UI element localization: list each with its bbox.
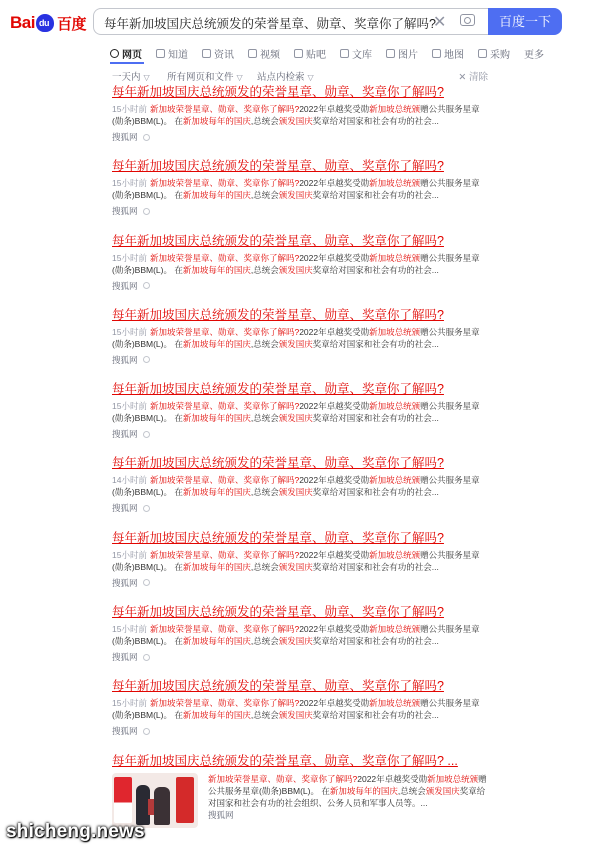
snippet-highlight: 新加坡荣誉星章、勋章、奖章你了解吗?	[149, 326, 300, 337]
snippet-highlight: 新加坡总统颁	[369, 698, 421, 709]
snippet-highlight: 新加坡每年的国庆	[182, 190, 251, 201]
tab-label: 知道	[168, 49, 188, 61]
source-name[interactable]: 搜狐网	[112, 354, 138, 365]
result-title-link[interactable]: 每年新加坡国庆总统颁发的荣誉星章、勋章、奖章你了解吗?	[112, 530, 444, 545]
result-title-link[interactable]: 每年新加坡国庆总统颁发的荣誉星章、勋章、奖章你了解吗?	[112, 605, 444, 620]
snippet-text: ,总统会	[250, 487, 279, 498]
shield-icon[interactable]	[143, 208, 150, 215]
tab-web[interactable]	[110, 42, 142, 64]
tab-label: 更多	[524, 49, 544, 61]
snippet-highlight: 颁发国庆	[278, 116, 313, 126]
snippet-highlight: 新加坡总统颁	[369, 475, 421, 486]
result-source	[112, 354, 490, 366]
snippet-text: 奖章给对国家和社会有功的社会...	[312, 561, 439, 572]
tab-zhidao[interactable]	[156, 42, 188, 64]
snippet-text: 赠公共服务星章(勋条)BBM(L)。 在	[208, 773, 487, 796]
video-icon	[248, 49, 257, 58]
map-icon	[432, 49, 441, 58]
tieba-icon	[294, 49, 303, 58]
snippet-highlight: 颁发国庆	[278, 338, 313, 349]
snippet-text: ,总统会	[397, 785, 426, 796]
snippet-highlight: 新加坡每年的国庆	[182, 264, 251, 275]
snippet-text: 奖章给对国家和社会有功的社会...	[312, 116, 439, 126]
camera-icon[interactable]	[460, 14, 475, 26]
tab-label: 采购	[490, 49, 510, 61]
news-icon	[202, 49, 211, 58]
search-result	[112, 233, 490, 307]
shield-icon[interactable]	[143, 728, 150, 735]
result-title-link[interactable]: 每年新加坡国庆总统颁发的荣誉星章、勋章、奖章你了解吗?	[112, 85, 444, 99]
site-filter[interactable]	[257, 69, 314, 83]
search-result	[112, 455, 490, 529]
snippet-text: 赠公共服务星章(勋条)BBM(L)。 在	[112, 549, 480, 572]
search-result	[112, 381, 490, 455]
snippet-highlight: 新加坡荣誉星章、勋章、奖章你了解吗?	[149, 252, 300, 263]
purchase-icon	[478, 49, 487, 58]
watermark: shicheng.news	[6, 821, 145, 842]
search-result	[112, 307, 490, 381]
source-name[interactable]: 搜狐网	[112, 280, 138, 291]
result-time: 15小时前	[112, 326, 147, 337]
chevron-down-icon: ▽	[143, 73, 150, 82]
wenku-icon	[340, 49, 349, 58]
snippet-highlight: 新加坡每年的国庆	[182, 116, 251, 126]
result-source	[112, 502, 490, 514]
search-result	[112, 84, 490, 158]
source-name[interactable]: 搜狐网	[112, 577, 138, 588]
result-source	[112, 577, 490, 589]
snippet-highlight: 新加坡每年的国庆	[182, 710, 251, 721]
chevron-down-icon: ▽	[236, 73, 243, 82]
snippet-highlight: 新加坡每年的国庆	[182, 338, 251, 349]
search-result	[112, 678, 490, 752]
snippet-text: ,总统会	[250, 338, 279, 349]
result-time: 15小时前	[112, 624, 147, 635]
tab-label: 地图	[444, 49, 464, 61]
result-source	[112, 651, 490, 663]
snippet-text: ,总统会	[250, 710, 279, 721]
snippet-highlight: 新加坡每年的国庆	[182, 636, 251, 647]
result-source	[112, 280, 490, 292]
snippet-highlight: 新加坡总统颁	[369, 104, 421, 114]
snippet-highlight: 颁发国庆	[425, 785, 460, 796]
image-icon	[386, 49, 395, 58]
tab-label: 图片	[398, 49, 418, 61]
snippet-highlight: 新加坡每年的国庆	[182, 561, 251, 572]
site-filter-label: 站点内检索	[257, 72, 305, 83]
shield-icon[interactable]	[143, 654, 150, 661]
result-snippet	[112, 326, 490, 350]
source-name[interactable]: 搜狐网	[208, 809, 234, 820]
snippet-text: 奖章给对国家和社会有功的社会组织、公务人员和军事人员等。...	[208, 785, 486, 808]
snippet-text: 赠公共服务星章(勋条)BBM(L)。 在	[112, 178, 480, 201]
snippet-text: 2022年卓越奖受勋	[299, 104, 370, 114]
time-filter[interactable]	[112, 69, 150, 83]
snippet-highlight: 新加坡荣誉星章、勋章、奖章你了解吗?	[149, 549, 300, 560]
result-title-link[interactable]: 每年新加坡国庆总统颁发的荣誉星章、勋章、奖章你了解吗?	[112, 679, 444, 694]
snippet-highlight: 新加坡总统颁	[427, 773, 479, 784]
result-snippet	[112, 103, 490, 127]
close-icon[interactable]: ✕	[433, 14, 447, 31]
snippet-text: 奖章给对国家和社会有功的社会...	[312, 413, 439, 424]
tab-wenku[interactable]	[340, 42, 372, 64]
snippet-highlight: 新加坡每年的国庆	[329, 785, 398, 796]
snippet-text: 奖章给对国家和社会有功的社会...	[312, 264, 439, 275]
tab-label: 贴吧	[306, 49, 326, 61]
search-filters	[112, 69, 488, 83]
tab-more[interactable]	[524, 42, 544, 64]
snippet-text: 2022年卓越奖受勋	[299, 549, 370, 560]
tab-video[interactable]	[248, 42, 280, 64]
shield-icon[interactable]	[143, 431, 150, 438]
result-source	[112, 428, 490, 440]
search-result	[112, 530, 490, 604]
snippet-text: 赠公共服务星章(勋条)BBM(L)。 在	[112, 624, 480, 647]
snippet-highlight: 新加坡荣誉星章、勋章、奖章你了解吗?	[149, 178, 300, 189]
result-time: 15小时前	[112, 178, 147, 189]
result-time: 15小时前	[112, 401, 147, 412]
result-source	[112, 725, 490, 737]
snippet-highlight: 新加坡荣誉星章、勋章、奖章你了解吗?	[149, 698, 300, 709]
source-name[interactable]: 搜狐网	[112, 726, 138, 737]
snippet-highlight: 新加坡总统颁	[369, 252, 421, 263]
snippet-highlight: 新加坡总统颁	[369, 549, 421, 560]
result-title-link[interactable]: 每年新加坡国庆总统颁发的荣誉星章、勋章、奖章你了解吗?	[112, 382, 444, 397]
result-snippet	[112, 549, 490, 573]
snippet-text: 奖章给对国家和社会有功的社会...	[312, 338, 439, 349]
result-snippet	[112, 177, 490, 201]
tab-map[interactable]	[432, 42, 464, 64]
snippet-text: 赠公共服务星章(勋条)BBM(L)。 在	[112, 401, 480, 424]
snippet-highlight: 新加坡每年的国庆	[182, 487, 251, 498]
snippet-text: 2022年卓越奖受勋	[299, 178, 370, 189]
result-thumbnail[interactable]	[112, 773, 198, 828]
shield-icon[interactable]	[143, 356, 150, 363]
logo-text-du: du	[38, 18, 49, 28]
snippet-text: ,总统会	[250, 116, 279, 126]
flag-icon	[114, 777, 132, 823]
logo-text-bai: Bai	[10, 13, 35, 32]
scope-filter-label: 所有网页和文件	[167, 72, 234, 83]
snippet-text: 赠公共服务星章(勋条)BBM(L)。 在	[112, 698, 480, 721]
search-result	[112, 604, 490, 678]
result-source	[112, 205, 490, 217]
logo-text-baidu: 百度	[56, 15, 86, 33]
snippet-highlight: 颁发国庆	[278, 710, 313, 721]
result-snippet	[112, 697, 490, 721]
snippet-text: ,总统会	[250, 190, 279, 201]
snippet-highlight: 颁发国庆	[278, 636, 313, 647]
snippet-highlight: 颁发国庆	[278, 413, 313, 424]
snippet-highlight: 新加坡总统颁	[369, 624, 421, 635]
result-snippet	[208, 773, 490, 809]
snippet-highlight: 颁发国庆	[278, 561, 313, 572]
source-name[interactable]: 搜狐网	[112, 206, 138, 217]
shield-icon[interactable]	[143, 282, 150, 289]
search-query: 每年新加坡国庆总统颁发的荣誉星章、勋章、奖章你了解吗?	[104, 17, 436, 31]
snippet-text: 赠公共服务星章(勋条)BBM(L)。 在	[112, 475, 480, 498]
tab-tieba[interactable]	[294, 42, 326, 64]
snippet-highlight: 新加坡每年的国庆	[182, 413, 251, 424]
result-time: 15小时前	[112, 549, 147, 560]
search-tabs	[110, 42, 558, 64]
search-button[interactable]: 百度一下	[488, 8, 562, 35]
snippet-text: 奖章给对国家和社会有功的社会...	[312, 190, 439, 201]
result-title-link[interactable]: 每年新加坡国庆总统颁发的荣誉星章、勋章、奖章你了解吗?	[112, 307, 444, 322]
result-snippet	[112, 252, 490, 276]
shield-icon[interactable]	[143, 579, 150, 586]
web-icon	[110, 49, 119, 58]
snippet-text: 赠公共服务星章(勋条)BBM(L)。 在	[112, 326, 480, 349]
snippet-text: 2022年卓越奖受勋	[299, 401, 370, 412]
tab-purchase[interactable]	[478, 42, 510, 64]
result-snippet	[112, 623, 490, 647]
active-tab-indicator	[110, 62, 144, 64]
result-time: 14小时前	[112, 475, 147, 486]
snippet-highlight: 新加坡荣誉星章、勋章、奖章你了解吗?	[149, 624, 300, 635]
snippet-highlight: 新加坡荣誉星章、勋章、奖章你了解吗?	[149, 475, 300, 486]
search-input[interactable]	[93, 8, 489, 35]
snippet-text: 2022年卓越奖受勋	[299, 624, 370, 635]
result-text	[208, 773, 490, 828]
results-list	[112, 84, 490, 827]
snippet-text: 2022年卓越奖受勋	[299, 475, 370, 486]
baidu-logo[interactable]	[10, 12, 86, 34]
snippet-highlight: 颁发国庆	[278, 264, 313, 275]
tab-label: 资讯	[214, 49, 234, 61]
tab-label: 文库	[352, 49, 372, 61]
search-result	[112, 158, 490, 232]
snippet-highlight: 新加坡荣誉星章、勋章、奖章你了解吗?	[149, 401, 300, 412]
tab-images[interactable]	[386, 42, 418, 64]
snippet-text: 赠公共服务星章(勋条)BBM(L)。 在	[112, 104, 480, 126]
source-name[interactable]: 搜狐网	[112, 652, 138, 663]
source-name[interactable]: 搜狐网	[112, 503, 138, 514]
person-figure	[154, 787, 170, 825]
flag-icon	[176, 777, 194, 823]
snippet-highlight: 新加坡总统颁	[369, 326, 421, 337]
scope-filter[interactable]	[167, 69, 243, 83]
shield-icon[interactable]	[143, 505, 150, 512]
snippet-highlight: 新加坡总统颁	[369, 401, 421, 412]
snippet-text: ,总统会	[250, 561, 279, 572]
result-title-link[interactable]: 每年新加坡国庆总统颁发的荣誉星章、勋章、奖章你了解吗? ...	[112, 753, 458, 768]
result-time: 15小时前	[112, 698, 147, 709]
result-snippet	[112, 400, 490, 424]
snippet-highlight: 新加坡总统颁	[369, 178, 421, 189]
snippet-text: 赠公共服务星章(勋条)BBM(L)。 在	[112, 252, 480, 275]
result-time: 15小时前	[112, 104, 147, 114]
snippet-highlight: 新加坡荣誉星章、勋章、奖章你了解吗?	[149, 104, 300, 114]
snippet-text: 奖章给对国家和社会有功的社会...	[312, 710, 439, 721]
result-title-link[interactable]: 每年新加坡国庆总统颁发的荣誉星章、勋章、奖章你了解吗?	[112, 456, 444, 471]
snippet-text: 奖章给对国家和社会有功的社会...	[312, 636, 439, 647]
snippet-text: 2022年卓越奖受勋	[299, 252, 370, 263]
snippet-text: ,总统会	[250, 413, 279, 424]
source-name[interactable]: 搜狐网	[112, 132, 138, 142]
zhidao-icon	[156, 49, 165, 58]
clear-filter-button[interactable]: ✕ 清除	[458, 72, 488, 83]
tab-news[interactable]	[202, 42, 234, 64]
tab-label: 网页	[122, 49, 142, 61]
result-source	[112, 131, 490, 143]
result-title-link[interactable]: 每年新加坡国庆总统颁发的荣誉星章、勋章、奖章你了解吗?	[112, 233, 444, 248]
snippet-highlight: 颁发国庆	[278, 487, 313, 498]
tab-label: 视频	[260, 49, 280, 61]
snippet-highlight: 新加坡荣誉星章、勋章、奖章你了解吗?	[208, 773, 358, 784]
snippet-text: 2022年卓越奖受勋	[357, 773, 428, 784]
chevron-down-icon: ▽	[307, 73, 314, 82]
paw-icon	[36, 14, 54, 32]
clear-filter-label: 清除	[468, 72, 488, 83]
snippet-text: 2022年卓越奖受勋	[299, 698, 370, 709]
time-filter-label: 一天内	[112, 72, 141, 83]
result-source	[208, 809, 490, 821]
shield-icon[interactable]	[143, 134, 150, 141]
source-name[interactable]: 搜狐网	[112, 429, 138, 440]
result-body	[112, 773, 490, 828]
snippet-text: ,总统会	[250, 636, 279, 647]
result-snippet	[112, 474, 490, 498]
snippet-text: 奖章给对国家和社会有功的社会...	[312, 487, 439, 498]
header	[0, 0, 590, 42]
snippet-text: ,总统会	[250, 264, 279, 275]
search-result-with-image	[112, 753, 490, 827]
result-title-link[interactable]: 每年新加坡国庆总统颁发的荣誉星章、勋章、奖章你了解吗?	[112, 159, 444, 174]
result-time: 15小时前	[112, 252, 147, 263]
snippet-text: 2022年卓越奖受勋	[299, 326, 370, 337]
snippet-highlight: 颁发国庆	[278, 190, 313, 201]
